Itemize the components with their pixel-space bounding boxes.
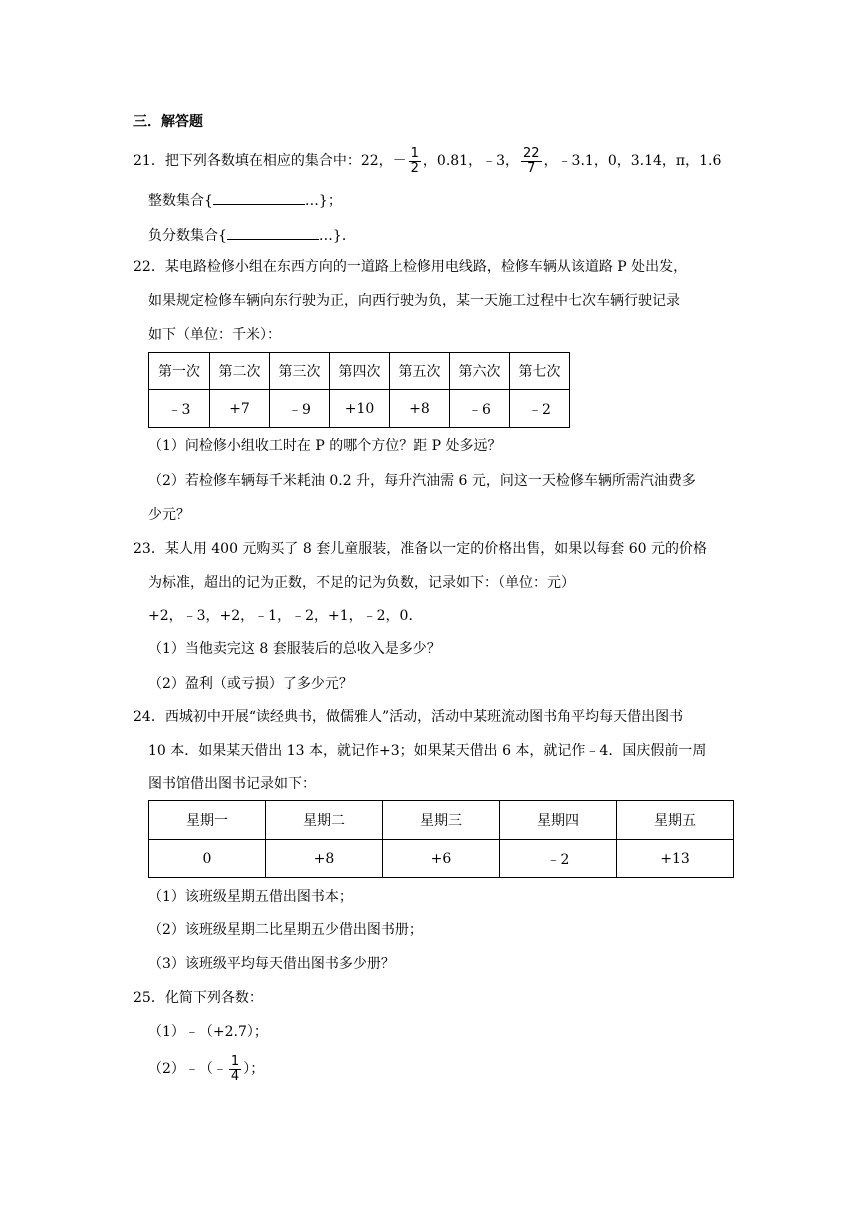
q22-value-cell: +10 bbox=[330, 390, 390, 428]
q25-sub-2 bbox=[148, 1054, 264, 1084]
q22-value-cell: +8 bbox=[390, 390, 450, 428]
q24-value-cell: +8 bbox=[266, 840, 383, 878]
q22-sub-2-line-1: （2）若检修车辆每千米耗油 0.2 升，每升汽油需 6 元，问这一天检修车辆所需汽油费多 bbox=[148, 473, 696, 489]
q23-line-2: 为标准，超出的记为正数，不足的记为负数，记录如下：（单位：元） bbox=[148, 575, 575, 591]
q24-value-cell: +13 bbox=[617, 840, 734, 878]
q22-header-cell: 第三次 bbox=[270, 353, 330, 390]
negative-fraction-set-line bbox=[148, 225, 356, 246]
q24-line-3: 图书馆借出图书记录如下： bbox=[148, 776, 316, 792]
q25-fraction-one-quarter bbox=[229, 1055, 241, 1084]
question-21-line-1 bbox=[133, 146, 721, 176]
q22-header-cell: 第四次 bbox=[330, 353, 390, 390]
q24-table-value-row bbox=[149, 840, 734, 878]
q21-frac2-denominator: 7 bbox=[527, 160, 536, 176]
q24-header-cell: 星期二 bbox=[266, 801, 383, 840]
q24-header-cell: 星期一 bbox=[149, 801, 266, 840]
q22-header-cell: 第二次 bbox=[210, 353, 270, 390]
q22-value-cell: +7 bbox=[210, 390, 270, 428]
q22-header-cell: 第一次 bbox=[149, 353, 210, 390]
section-title: 三．解答题 bbox=[133, 114, 203, 130]
q25-sub-2-suffix: ）； bbox=[243, 1061, 265, 1077]
q23-line-1: 23．某人用 400 元购买了 8 套儿童服装，准备以一定的价格出售，如果以每套 60 元的价格 bbox=[133, 541, 707, 557]
q24-sub-3: （3）该班级平均每天借出图书多少册？ bbox=[148, 956, 395, 972]
q23-sub-2: （2）盈利（或亏损）了多少元？ bbox=[148, 676, 353, 692]
q21-frac1-numerator: 1 bbox=[410, 145, 419, 161]
q22-sub-1: （1）问检修小组收工时在 P 的哪个方位？距 P 处多远？ bbox=[148, 438, 502, 454]
q25-sub-1: （1）﹣（+2.7）； bbox=[148, 1024, 268, 1040]
q22-header-cell: 第五次 bbox=[390, 353, 450, 390]
integer-set-label: 整数集合{ bbox=[148, 193, 213, 209]
q23-sub-1: （1）当他卖完这 8 套服装后的总收入是多少？ bbox=[148, 641, 441, 657]
q22-sub-2-line-2: 少元？ bbox=[148, 507, 190, 523]
q21-fraction-one-half bbox=[409, 147, 421, 176]
q24-line-1: 24．西城初中开展“读经典书，做儒雅人”活动，活动中某班流动图书角平均每天借出图书 bbox=[133, 709, 684, 725]
q21-fraction-22-7 bbox=[521, 147, 542, 176]
q24-header-cell: 星期四 bbox=[500, 801, 617, 840]
q25-sub-2-prefix: （2）﹣（﹣ bbox=[148, 1061, 227, 1077]
negative-fraction-set-label: 负分数集合{ bbox=[148, 228, 227, 244]
q22-header-cell: 第六次 bbox=[450, 353, 510, 390]
q21-tail: ，﹣3.1，0，3.14，π，1.6 bbox=[543, 153, 722, 169]
q25-frac-numerator: 1 bbox=[230, 1053, 240, 1069]
integer-set-blank bbox=[213, 190, 305, 205]
q22-line-3: 如下（单位：千米）： bbox=[148, 327, 281, 343]
q25-line-1: 25．化简下列各数： bbox=[133, 990, 263, 1006]
q22-line-2: 如果规定检修车辆向东行驶为正，向西行驶为负，某一天施工过程中七次车辆行驶记录 bbox=[148, 293, 680, 309]
q23-line-3: +2，﹣3，+2，﹣1，﹣2，+1，﹣2，0． bbox=[148, 608, 423, 624]
q22-trip-table bbox=[148, 352, 570, 428]
q22-value-cell: ﹣9 bbox=[270, 390, 330, 428]
q24-value-cell: 0 bbox=[149, 840, 266, 878]
q22-line-1: 22．某电路检修小组在东西方向的一道路上检修用电线路，检修车辆从该道路 P 处出发， bbox=[133, 259, 688, 275]
q21-frac2-numerator: 22 bbox=[523, 145, 540, 161]
q24-line-2: 10 本．如果某天借出 13 本，就记作+3；如果某天借出 6 本，就记作﹣4．国庆假前一周 bbox=[148, 743, 707, 759]
q24-header-cell: 星期五 bbox=[617, 801, 734, 840]
q22-table-header-row bbox=[149, 353, 570, 390]
q22-value-cell: ﹣3 bbox=[149, 390, 210, 428]
q24-sub-2: （2）该班级星期二比星期五少借出图书册； bbox=[148, 922, 423, 938]
integer-set-line bbox=[148, 190, 342, 211]
q24-library-table bbox=[148, 800, 734, 878]
q21-frac1-sign: － bbox=[392, 153, 407, 169]
negative-fraction-set-end: …}． bbox=[318, 228, 356, 244]
q24-header-cell: 星期三 bbox=[383, 801, 500, 840]
q21-intro: 21．把下列各数填在相应的集合中：22， bbox=[133, 153, 393, 169]
q22-value-cell: ﹣2 bbox=[510, 390, 570, 428]
negative-fraction-set-blank bbox=[227, 225, 319, 240]
q24-table-header-row bbox=[149, 801, 734, 840]
q21-frac1-denominator: 2 bbox=[410, 160, 419, 176]
integer-set-end: …}； bbox=[304, 193, 342, 209]
q22-value-cell: ﹣6 bbox=[450, 390, 510, 428]
q24-sub-1: （1）该班级星期五借出图书本； bbox=[148, 889, 353, 905]
q21-mid: ，0.81，﹣3， bbox=[422, 153, 520, 169]
q24-value-cell: +6 bbox=[383, 840, 500, 878]
q22-header-cell: 第七次 bbox=[510, 353, 570, 390]
q24-value-cell: ﹣2 bbox=[500, 840, 617, 878]
q22-table-value-row bbox=[149, 390, 570, 428]
q25-frac-denominator: 4 bbox=[230, 1068, 240, 1084]
